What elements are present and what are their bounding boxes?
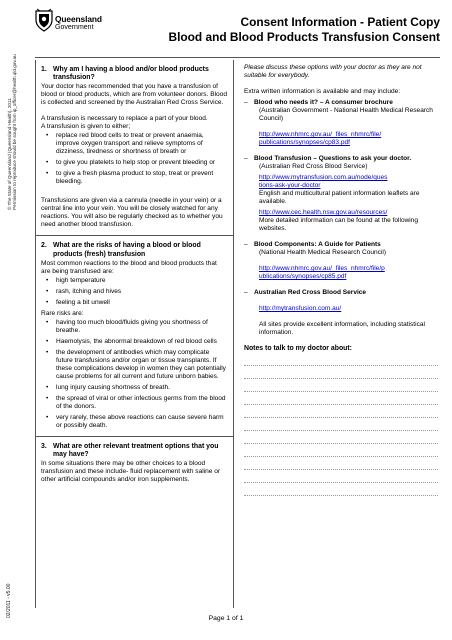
resource-2-title xyxy=(244,155,438,163)
list-item: • lung injury causing shortness of breath. xyxy=(41,384,227,392)
list-item: • Haemolysis, the abnormal breakdown of red blood cells xyxy=(41,338,227,346)
section-title: Why am I having a blood and/or blood products transfusion? xyxy=(53,66,209,82)
resource-4-title xyxy=(244,289,438,297)
resource-2b-link[interactable] xyxy=(244,209,438,217)
permission-line: Permission to reproduce should be sought from ip_officer@health.qld.gov.au xyxy=(12,54,18,210)
section-number: 1. xyxy=(41,66,47,73)
note-line[interactable] xyxy=(244,405,438,418)
list-item: • rash, itching and hives xyxy=(41,288,227,296)
note-line[interactable] xyxy=(244,431,438,444)
resource-1-link[interactable] xyxy=(244,131,438,147)
resource-title-text: Blood who needs it? – A consumer brochure xyxy=(254,99,393,106)
options-note: Please discuss these options with your doctor as they are not suitable for everybody. xyxy=(244,64,422,79)
paragraph: Most common reactions to the blood and blood products that are being transfused are: xyxy=(41,259,217,275)
more-info-note: More detailed information can be found at the following websites. xyxy=(259,217,419,232)
list-item: • very rarely, these above reactions can cause severe harm or possibly death. xyxy=(41,414,227,430)
section-3-heading xyxy=(41,443,227,459)
resource-source: (Australian Red Cross Blood Service) xyxy=(259,163,368,170)
leaflets-note: English and multicultural patient information leaflets are available. xyxy=(259,190,420,205)
notes-heading: Notes to talk to my doctor about: xyxy=(244,345,352,352)
link-line[interactable]: ublications/synopses/cp85.pdf xyxy=(259,273,347,280)
resource-source: (National Health Medical Research Council) xyxy=(259,249,386,256)
note-line[interactable] xyxy=(244,392,438,405)
copyright-line: © The State of Queensland (Queensland Health), 2011 xyxy=(7,98,12,210)
note-line[interactable] xyxy=(244,379,438,392)
left-column xyxy=(35,60,234,608)
section-number: 2. xyxy=(41,242,47,250)
bullet-list xyxy=(41,319,227,430)
resource-3-link[interactable] xyxy=(244,265,438,281)
list-item: • replace red blood cells to treat or prevent anaemia, improve oxygen transport and relieve symptoms of dizziness, tiredness or shortness of breath or xyxy=(41,132,227,156)
section-title: What are the risks of having a blood or blood products (fresh) transfusion xyxy=(53,242,201,258)
paragraph: A transfusion is necessary to replace a part of your blood. xyxy=(41,115,208,123)
version-label: 02/2011 - v5.00 xyxy=(6,583,12,618)
list-item: • to give a fresh plasma product to stop, treat or prevent bleeding. xyxy=(41,170,227,186)
link-line[interactable]: tions-ask-your-doctor xyxy=(259,182,321,189)
resource-title-text: Blood Transfusion – Questions to ask your doctor. xyxy=(254,155,412,162)
link-line[interactable]: http://www.nhmrc.gov.au/_files_nhmrc/file/ xyxy=(259,131,382,138)
paragraph: A transfusion is given to either; xyxy=(41,123,131,131)
dash-marker: – xyxy=(244,99,248,106)
resource-4-link[interactable] xyxy=(244,305,438,313)
note-line[interactable] xyxy=(244,418,438,431)
dash-marker: – xyxy=(244,155,248,162)
resource-title-text: Blood Components: A Guide for Patients xyxy=(254,241,381,248)
title-line-1: Consent Information - Patient Copy xyxy=(240,15,440,29)
list-item: • having too much blood/fluids giving you shortness of breathe. xyxy=(41,319,227,335)
section-divider xyxy=(36,235,233,236)
bullet-list xyxy=(41,132,227,186)
section-2-heading xyxy=(41,242,227,258)
header-divider xyxy=(35,57,440,58)
resource-title-text: Australian Red Cross Blood Service xyxy=(254,289,367,296)
link-line[interactable]: http://www.mytransfusion.com.au/node/ques xyxy=(259,174,388,181)
notes-area[interactable] xyxy=(244,353,438,496)
section-title: What are other relevant treatment options that you may have? xyxy=(53,442,219,459)
list-item: • the development of antibodies which may complicate future transfusions and/or organ or tissue transplants. If these complications develop in women they can potentially cause problems for all current and future unborn babies. xyxy=(41,349,227,381)
list-item: • to give you platelets to help stop or prevent bleeding or xyxy=(41,159,227,167)
note-line[interactable] xyxy=(244,483,438,496)
right-column xyxy=(244,64,438,496)
section-divider xyxy=(36,436,233,437)
resource-source: (Australian Government - National Health Medical Research Council) xyxy=(259,107,433,122)
dash-marker: – xyxy=(244,241,248,248)
logo-text-queensland: Queensland xyxy=(55,14,102,24)
page-number: Page 1 of 1 xyxy=(208,615,244,622)
extra-info-intro: Extra written information is available and may include: xyxy=(244,88,401,95)
crest-icon xyxy=(34,8,54,32)
paragraph: Your doctor has recommended that you have a transfusion of blood or blood products, which are from volunteer donors. Blood is collected and screened by the Australian Red Cross Service. xyxy=(41,83,227,107)
dash-marker: – xyxy=(244,289,248,296)
note-line[interactable] xyxy=(244,444,438,457)
link-line[interactable]: http://mytransfusion.com.au/ xyxy=(259,305,342,312)
paragraph: Transfusions are given via a cannula (needle in your vein) or a central line into your vein. You will be closely watched for any reactions. You will also be regularly checked as to whether you need another blood transfusion. xyxy=(41,197,223,229)
copyright-notice xyxy=(7,54,18,210)
resource-1-title xyxy=(244,99,438,107)
note-line[interactable] xyxy=(244,353,438,366)
note-line[interactable] xyxy=(244,470,438,483)
list-item: • the spread of viral or other infectious germs from the blood of the donors. xyxy=(41,395,227,411)
note-line[interactable] xyxy=(244,457,438,470)
link-line[interactable]: http://www.cec.health.nsw.gov.au/resources/ xyxy=(259,209,388,216)
list-item: • high temperature xyxy=(41,277,227,285)
section-number: 3. xyxy=(41,442,47,450)
queensland-government-logo xyxy=(34,8,102,36)
closing-note: All sites provide excellent information, including statistical information. xyxy=(259,321,425,336)
resource-2-link[interactable] xyxy=(244,174,438,190)
document-title xyxy=(168,15,440,45)
section-1-heading xyxy=(41,66,227,82)
paragraph: In some situations there may be other choices to a blood transfusion and these include- fluid replacement with saline or other artificial compounds and/or iron supplements. xyxy=(41,460,221,484)
bullet-list xyxy=(41,277,227,307)
logo-text-government: Government xyxy=(55,24,94,31)
title-line-2: Blood and Blood Products Transfusion Consent xyxy=(168,30,440,44)
link-line[interactable]: publications/synopses/cp83.pdf xyxy=(259,139,350,146)
link-line[interactable]: http://www.nhmrc.gov.au/_files_nhmrc/file/p xyxy=(259,265,385,272)
paragraph: Rare risks are: xyxy=(41,309,84,317)
note-line[interactable] xyxy=(244,366,438,379)
list-item: • feeling a bit unwell xyxy=(41,299,227,307)
resource-3-title xyxy=(244,241,438,249)
